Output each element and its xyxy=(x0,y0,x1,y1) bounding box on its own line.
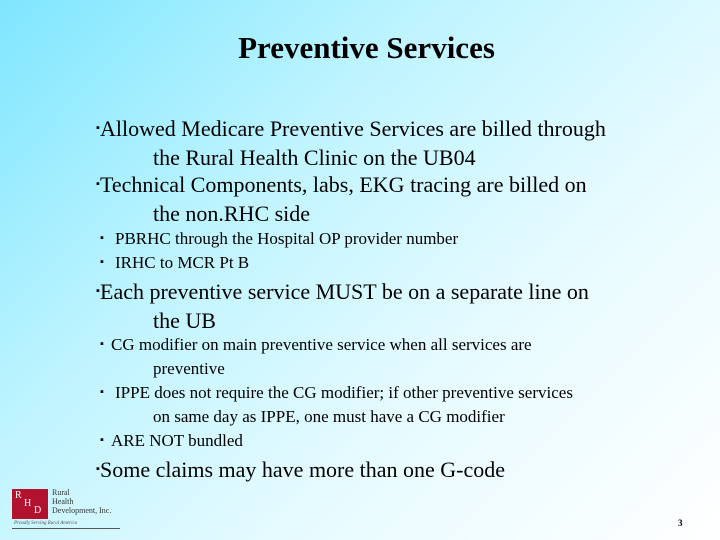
logo-tagline xyxy=(12,521,120,529)
bullet-icon: ▪ xyxy=(96,178,100,190)
logo-letter: D xyxy=(34,505,42,516)
bullet-line: IPPE does not require the CG modifier; if other preventive services xyxy=(115,383,573,402)
bullet-icon: ▪ xyxy=(100,434,104,446)
logo-word: Rural xyxy=(52,488,70,497)
bullet-line: the Rural Health Clinic on the UB04 xyxy=(153,145,476,170)
bullet-line: preventive xyxy=(153,359,225,378)
bullet-line: Technical Components, labs, EKG tracing are billed on xyxy=(100,172,587,197)
bullet-icon: ▪ xyxy=(96,463,100,475)
bullet-line: the non.RHC side xyxy=(153,201,311,226)
logo-word: Development, Inc. xyxy=(52,506,112,515)
logo-mark xyxy=(12,489,48,519)
logo-word: Health xyxy=(52,497,74,506)
bullet-line: CG modifier on main preventive service when all services are xyxy=(111,335,532,354)
bullet-line: PBRHC through the Hospital OP provider number xyxy=(115,229,459,248)
bullet-icon: ▪ xyxy=(100,232,104,244)
logo-tagline-text: Proudly Serving Rural America xyxy=(14,521,78,526)
bullet-line: IRHC to MCR Pt B xyxy=(115,253,250,272)
bullet-icon: ▪ xyxy=(100,256,104,268)
bullet-line: Some claims may have more than one G-code xyxy=(100,457,506,482)
bullet-line: Each preventive service MUST be on a separate line on xyxy=(100,279,589,304)
bullet-line: the UB xyxy=(153,308,216,333)
bullet-icon: ▪ xyxy=(96,122,100,134)
bullet-line: ARE NOT bundled xyxy=(111,431,243,450)
bullet-icon: ▪ xyxy=(100,338,104,350)
bullet-icon: ▪ xyxy=(96,285,100,297)
bullet-line: on same day as IPPE, one must have a CG modifier xyxy=(153,407,505,426)
bullet-icon: ▪ xyxy=(100,386,104,398)
logo-letter: R xyxy=(15,490,22,501)
slide-title: Preventive Services xyxy=(238,30,495,65)
bullet-line: Allowed Medicare Preventive Services are billed through xyxy=(100,116,606,141)
organization-logo xyxy=(8,486,136,534)
page-number: 3 xyxy=(678,518,683,528)
logo-letter: H xyxy=(24,498,32,509)
logo-wordmark xyxy=(52,488,111,515)
